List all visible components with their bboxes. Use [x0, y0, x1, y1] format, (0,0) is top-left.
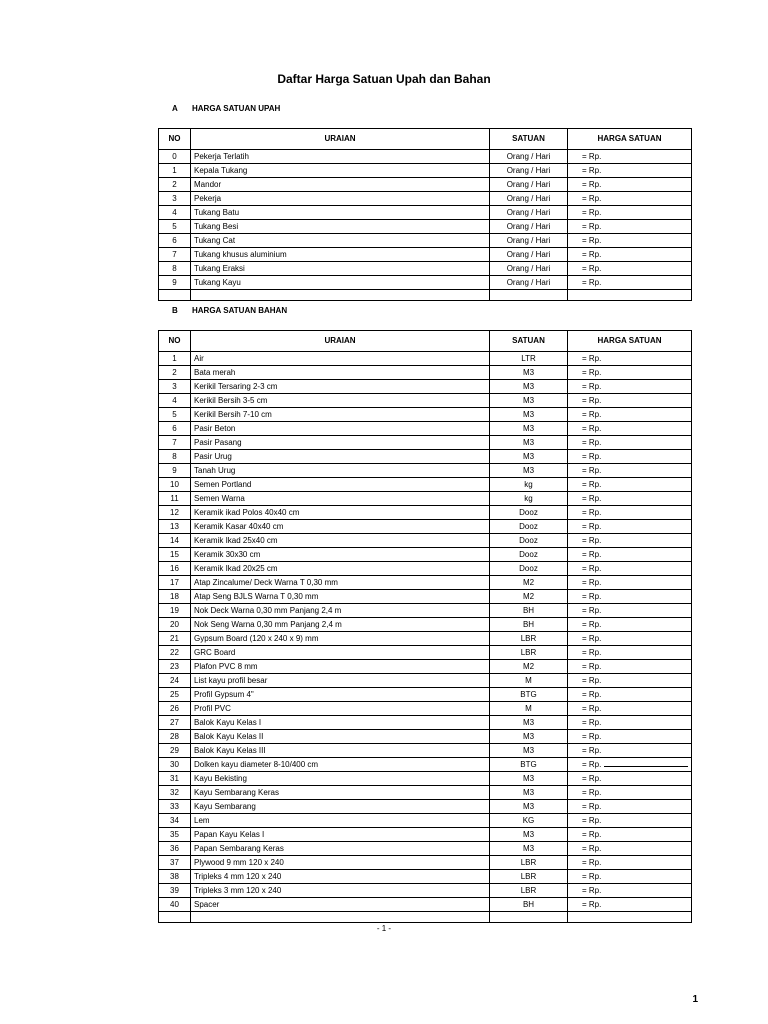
- cell-harga: = Rp.: [568, 562, 692, 576]
- page-title: Daftar Harga Satuan Upah dan Bahan: [277, 72, 491, 86]
- table-row: [159, 632, 692, 646]
- cell-satuan: BTG: [490, 688, 568, 702]
- cell-no: 37: [159, 856, 191, 870]
- table-row: [159, 604, 692, 618]
- blank-row: [159, 290, 692, 301]
- cell-harga: = Rp.: [568, 262, 692, 276]
- table-row: [159, 856, 692, 870]
- cell-harga: = Rp.: [568, 408, 692, 422]
- cell-satuan: M3: [490, 436, 568, 450]
- table-header-row: [159, 331, 692, 352]
- cell-harga: = Rp.: [568, 520, 692, 534]
- blank-cell: [191, 290, 490, 301]
- cell-no: 28: [159, 730, 191, 744]
- cell-uraian: Tripleks 3 mm 120 x 240: [191, 884, 490, 898]
- cell-satuan: KG: [490, 814, 568, 828]
- table-row: [159, 814, 692, 828]
- cell-harga: = Rp.: [568, 898, 692, 912]
- cell-harga: = Rp.: [568, 856, 692, 870]
- cell-uraian: Keramik 30x30 cm: [191, 548, 490, 562]
- cell-no: 2: [159, 366, 191, 380]
- cell-uraian: Pekerja Terlatih: [191, 150, 490, 164]
- cell-no: 40: [159, 898, 191, 912]
- table-row: [159, 674, 692, 688]
- cell-uraian: Tripleks 4 mm 120 x 240: [191, 870, 490, 884]
- cell-harga: = Rp.: [568, 828, 692, 842]
- cell-uraian: Keramik Ikad 20x25 cm: [191, 562, 490, 576]
- cell-harga: = Rp.: [568, 206, 692, 220]
- cell-satuan: Orang / Hari: [490, 192, 568, 206]
- cell-uraian: Tukang Eraksi: [191, 262, 490, 276]
- cell-satuan: M3: [490, 380, 568, 394]
- table-row: [159, 590, 692, 604]
- cell-harga: = Rp.: [568, 590, 692, 604]
- cell-uraian: Tukang Batu: [191, 206, 490, 220]
- col-satuan-header: SATUAN: [490, 331, 568, 352]
- col-no-header: NO: [159, 129, 191, 150]
- blank-cell: [159, 912, 191, 923]
- cell-no: 14: [159, 534, 191, 548]
- cell-no: 27: [159, 716, 191, 730]
- cell-harga: = Rp.: [568, 248, 692, 262]
- cell-uraian: Mandor: [191, 178, 490, 192]
- cell-uraian: Tukang Besi: [191, 220, 490, 234]
- cell-satuan: M3: [490, 716, 568, 730]
- table-row: [159, 660, 692, 674]
- cell-harga: = Rp.: [568, 660, 692, 674]
- upah-table: [158, 128, 692, 301]
- blank-cell: [490, 290, 568, 301]
- table-row: [159, 646, 692, 660]
- cell-no: 19: [159, 604, 191, 618]
- section-a-title: HARGA SATUAN UPAH: [192, 104, 281, 113]
- cell-no: 17: [159, 576, 191, 590]
- cell-satuan: kg: [490, 492, 568, 506]
- cell-satuan: BH: [490, 604, 568, 618]
- cell-no: 21: [159, 632, 191, 646]
- cell-no: 9: [159, 464, 191, 478]
- cell-harga: = Rp.: [568, 492, 692, 506]
- cell-satuan: BTG: [490, 758, 568, 772]
- cell-no: 11: [159, 492, 191, 506]
- cell-uraian: Dolken kayu diameter 8-10/400 cm: [191, 758, 490, 772]
- cell-harga: = Rp.: [568, 234, 692, 248]
- cell-no: 6: [159, 422, 191, 436]
- table-row: [159, 492, 692, 506]
- table-row: [159, 884, 692, 898]
- cell-no: 18: [159, 590, 191, 604]
- cell-uraian: Balok Kayu Kelas III: [191, 744, 490, 758]
- cell-harga: = Rp.: [568, 150, 692, 164]
- cell-satuan: BH: [490, 618, 568, 632]
- cell-satuan: Dooz: [490, 548, 568, 562]
- cell-uraian: Pasir Pasang: [191, 436, 490, 450]
- table-row: [159, 842, 692, 856]
- cell-no: 1: [159, 352, 191, 366]
- table-row: [159, 178, 692, 192]
- cell-harga: = Rp.: [568, 604, 692, 618]
- table-row: [159, 478, 692, 492]
- cell-harga: = Rp.: [568, 632, 692, 646]
- cell-no: 24: [159, 674, 191, 688]
- cell-uraian: Profil Gypsum 4": [191, 688, 490, 702]
- cell-no: 38: [159, 870, 191, 884]
- cell-no: 23: [159, 660, 191, 674]
- cell-no: 12: [159, 506, 191, 520]
- cell-uraian: Kayu Sembarang: [191, 800, 490, 814]
- table-row: [159, 206, 692, 220]
- cell-satuan: M3: [490, 394, 568, 408]
- cell-satuan: Orang / Hari: [490, 262, 568, 276]
- cell-satuan: Orang / Hari: [490, 178, 568, 192]
- table-row: [159, 422, 692, 436]
- cell-uraian: Profil PVC: [191, 702, 490, 716]
- cell-satuan: LTR: [490, 352, 568, 366]
- cell-no: 35: [159, 828, 191, 842]
- cell-satuan: LBR: [490, 884, 568, 898]
- cell-no: 31: [159, 772, 191, 786]
- blank-cell: [568, 912, 692, 923]
- cell-no: 15: [159, 548, 191, 562]
- table-row: [159, 576, 692, 590]
- cell-harga: = Rp.: [568, 464, 692, 478]
- cell-harga: = Rp.: [568, 178, 692, 192]
- cell-satuan: M3: [490, 408, 568, 422]
- cell-satuan: M: [490, 702, 568, 716]
- underline-rule: [604, 766, 688, 767]
- table-row: [159, 380, 692, 394]
- table-row: [159, 772, 692, 786]
- cell-satuan: Dooz: [490, 520, 568, 534]
- cell-satuan: Orang / Hari: [490, 164, 568, 178]
- col-uraian-header: URAIAN: [191, 331, 490, 352]
- cell-harga: = Rp.: [568, 870, 692, 884]
- cell-no: 39: [159, 884, 191, 898]
- cell-uraian: Keramik Kasar 40x40 cm: [191, 520, 490, 534]
- cell-satuan: Orang / Hari: [490, 206, 568, 220]
- page-footer: - 1 -: [376, 924, 392, 933]
- cell-harga: = Rp.: [568, 450, 692, 464]
- cell-no: 9: [159, 276, 191, 290]
- cell-harga: = Rp.: [568, 744, 692, 758]
- table-row: [159, 366, 692, 380]
- cell-no: 6: [159, 234, 191, 248]
- cell-satuan: M: [490, 674, 568, 688]
- cell-no: 29: [159, 744, 191, 758]
- cell-uraian: Atap Zincalume/ Deck Warna T 0,30 mm: [191, 576, 490, 590]
- table-row: [159, 744, 692, 758]
- table-row: [159, 520, 692, 534]
- cell-no: 4: [159, 206, 191, 220]
- cell-uraian: Pasir Urug: [191, 450, 490, 464]
- cell-uraian: Atap Seng BJLS Warna T 0,30 mm: [191, 590, 490, 604]
- cell-harga: = Rp.: [568, 576, 692, 590]
- blank-row: [159, 912, 692, 923]
- cell-satuan: Orang / Hari: [490, 248, 568, 262]
- table-row: [159, 800, 692, 814]
- cell-no: 7: [159, 436, 191, 450]
- cell-uraian: Tukang Cat: [191, 234, 490, 248]
- bahan-table: [158, 330, 692, 923]
- cell-harga: = Rp.: [568, 674, 692, 688]
- cell-no: 8: [159, 262, 191, 276]
- blank-cell: [568, 290, 692, 301]
- table-row: [159, 506, 692, 520]
- upah-table-body: [159, 150, 692, 301]
- cell-no: 20: [159, 618, 191, 632]
- cell-harga: = Rp.: [568, 842, 692, 856]
- table-row: [159, 394, 692, 408]
- table-row: [159, 562, 692, 576]
- cell-harga: = Rp.: [568, 534, 692, 548]
- cell-satuan: kg: [490, 478, 568, 492]
- cell-uraian: Balok Kayu Kelas I: [191, 716, 490, 730]
- cell-uraian: Nok Deck Warna 0,30 mm Panjang 2,4 m: [191, 604, 490, 618]
- cell-uraian: Pasir Beton: [191, 422, 490, 436]
- table-row: [159, 730, 692, 744]
- cell-harga: = Rp.: [568, 800, 692, 814]
- cell-no: 3: [159, 380, 191, 394]
- cell-harga: = Rp.: [568, 702, 692, 716]
- cell-satuan: M2: [490, 576, 568, 590]
- cell-harga: = Rp.: [568, 618, 692, 632]
- cell-satuan: Orang / Hari: [490, 276, 568, 290]
- cell-uraian: Plywood 9 mm 120 x 240: [191, 856, 490, 870]
- cell-satuan: M3: [490, 772, 568, 786]
- section-b-letter: B: [172, 306, 178, 315]
- cell-satuan: Orang / Hari: [490, 220, 568, 234]
- col-harga-header: HARGA SATUAN: [568, 129, 692, 150]
- cell-no: 30: [159, 758, 191, 772]
- table-row: [159, 408, 692, 422]
- cell-harga: = Rp.: [568, 422, 692, 436]
- cell-uraian: Papan Kayu Kelas I: [191, 828, 490, 842]
- table-row: [159, 150, 692, 164]
- cell-uraian: Semen Portland: [191, 478, 490, 492]
- cell-uraian: Tanah Urug: [191, 464, 490, 478]
- table-row: [159, 870, 692, 884]
- cell-no: 25: [159, 688, 191, 702]
- cell-harga: = Rp.: [568, 506, 692, 520]
- bahan-table-body: [159, 352, 692, 923]
- table-row: [159, 436, 692, 450]
- cell-harga: = Rp.: [568, 786, 692, 800]
- cell-no: 5: [159, 408, 191, 422]
- cell-uraian: Pekerja: [191, 192, 490, 206]
- cell-satuan: M3: [490, 464, 568, 478]
- cell-satuan: M2: [490, 660, 568, 674]
- cell-uraian: Air: [191, 352, 490, 366]
- cell-no: 13: [159, 520, 191, 534]
- page-number: 1: [692, 994, 698, 1005]
- cell-uraian: Kayu Sembarang Keras: [191, 786, 490, 800]
- table-row: [159, 220, 692, 234]
- cell-harga: = Rp.: [568, 884, 692, 898]
- cell-no: 7: [159, 248, 191, 262]
- cell-satuan: Dooz: [490, 562, 568, 576]
- cell-harga: = Rp.: [568, 772, 692, 786]
- cell-satuan: Dooz: [490, 506, 568, 520]
- cell-harga: = Rp.: [568, 688, 692, 702]
- cell-harga: = Rp.: [568, 730, 692, 744]
- cell-no: 22: [159, 646, 191, 660]
- table-row: [159, 898, 692, 912]
- cell-harga: = Rp.: [568, 192, 692, 206]
- cell-satuan: M3: [490, 450, 568, 464]
- cell-satuan: M3: [490, 828, 568, 842]
- col-no-header: NO: [159, 331, 191, 352]
- cell-satuan: M3: [490, 744, 568, 758]
- cell-satuan: M3: [490, 730, 568, 744]
- cell-uraian: Plafon PVC 8 mm: [191, 660, 490, 674]
- cell-no: 34: [159, 814, 191, 828]
- table-row: [159, 786, 692, 800]
- cell-satuan: LBR: [490, 646, 568, 660]
- cell-uraian: Tukang Kayu: [191, 276, 490, 290]
- cell-uraian: List kayu profil besar: [191, 674, 490, 688]
- table-row: [159, 352, 692, 366]
- cell-no: 26: [159, 702, 191, 716]
- cell-satuan: M3: [490, 366, 568, 380]
- cell-satuan: M3: [490, 800, 568, 814]
- cell-harga: = Rp.: [568, 814, 692, 828]
- table-row: [159, 758, 692, 772]
- cell-harga: = Rp.: [568, 366, 692, 380]
- cell-uraian: Gypsum Board (120 x 240 x 9) mm: [191, 632, 490, 646]
- cell-satuan: LBR: [490, 870, 568, 884]
- cell-satuan: M3: [490, 786, 568, 800]
- table-row: [159, 464, 692, 478]
- cell-satuan: Orang / Hari: [490, 150, 568, 164]
- cell-uraian: Lem: [191, 814, 490, 828]
- table-row: [159, 618, 692, 632]
- cell-harga: = Rp.: [568, 436, 692, 450]
- col-harga-header: HARGA SATUAN: [568, 331, 692, 352]
- cell-no: 5: [159, 220, 191, 234]
- cell-uraian: Spacer: [191, 898, 490, 912]
- table-row: [159, 192, 692, 206]
- cell-satuan: M3: [490, 422, 568, 436]
- cell-harga: = Rp.: [568, 380, 692, 394]
- cell-uraian: Keramik Ikad 25x40 cm: [191, 534, 490, 548]
- table-row: [159, 164, 692, 178]
- cell-no: 3: [159, 192, 191, 206]
- cell-uraian: Keramik ikad Polos 40x40 cm: [191, 506, 490, 520]
- cell-satuan: M2: [490, 590, 568, 604]
- cell-uraian: Tukang khusus aluminium: [191, 248, 490, 262]
- blank-cell: [191, 912, 490, 923]
- cell-satuan: BH: [490, 898, 568, 912]
- cell-uraian: Kepala Tukang: [191, 164, 490, 178]
- table-row: [159, 548, 692, 562]
- cell-harga: = Rp.: [568, 646, 692, 660]
- cell-no: 0: [159, 150, 191, 164]
- cell-satuan: Orang / Hari: [490, 234, 568, 248]
- cell-harga: = Rp.: [568, 352, 692, 366]
- cell-uraian: Kerikil Bersih 3-5 cm: [191, 394, 490, 408]
- cell-satuan: LBR: [490, 632, 568, 646]
- cell-harga: = Rp.: [568, 716, 692, 730]
- cell-uraian: Nok Seng Warna 0,30 mm Panjang 2,4 m: [191, 618, 490, 632]
- cell-no: 32: [159, 786, 191, 800]
- cell-no: 36: [159, 842, 191, 856]
- cell-uraian: Balok Kayu Kelas II: [191, 730, 490, 744]
- cell-no: 16: [159, 562, 191, 576]
- cell-harga: = Rp.: [568, 758, 692, 772]
- cell-no: 2: [159, 178, 191, 192]
- cell-no: 1: [159, 164, 191, 178]
- table-row: [159, 702, 692, 716]
- cell-uraian: Semen Warna: [191, 492, 490, 506]
- col-satuan-header: SATUAN: [490, 129, 568, 150]
- table-row: [159, 276, 692, 290]
- table-row: [159, 828, 692, 842]
- cell-harga: = Rp.: [568, 164, 692, 178]
- cell-no: 10: [159, 478, 191, 492]
- col-uraian-header: URAIAN: [191, 129, 490, 150]
- cell-uraian: GRC Board: [191, 646, 490, 660]
- cell-harga: = Rp.: [568, 394, 692, 408]
- cell-harga: = Rp.: [568, 276, 692, 290]
- cell-uraian: Kerikil Tersaring 2-3 cm: [191, 380, 490, 394]
- cell-no: 4: [159, 394, 191, 408]
- section-b-title: HARGA SATUAN BAHAN: [192, 306, 288, 315]
- blank-cell: [159, 290, 191, 301]
- table-row: [159, 688, 692, 702]
- cell-harga: = Rp.: [568, 220, 692, 234]
- table-row: [159, 450, 692, 464]
- table-header-row: [159, 129, 692, 150]
- table-row: [159, 234, 692, 248]
- cell-uraian: Papan Sembarang Keras: [191, 842, 490, 856]
- cell-satuan: M3: [490, 842, 568, 856]
- cell-no: 8: [159, 450, 191, 464]
- blank-cell: [490, 912, 568, 923]
- cell-uraian: Bata merah: [191, 366, 490, 380]
- cell-satuan: LBR: [490, 856, 568, 870]
- table-row: [159, 248, 692, 262]
- table-row: [159, 716, 692, 730]
- section-a-letter: A: [172, 104, 178, 113]
- cell-no: 33: [159, 800, 191, 814]
- cell-harga: = Rp.: [568, 478, 692, 492]
- table-row: [159, 262, 692, 276]
- cell-uraian: Kerikil Bersih 7-10 cm: [191, 408, 490, 422]
- cell-harga: = Rp.: [568, 548, 692, 562]
- cell-satuan: Dooz: [490, 534, 568, 548]
- cell-uraian: Kayu Bekisting: [191, 772, 490, 786]
- table-row: [159, 534, 692, 548]
